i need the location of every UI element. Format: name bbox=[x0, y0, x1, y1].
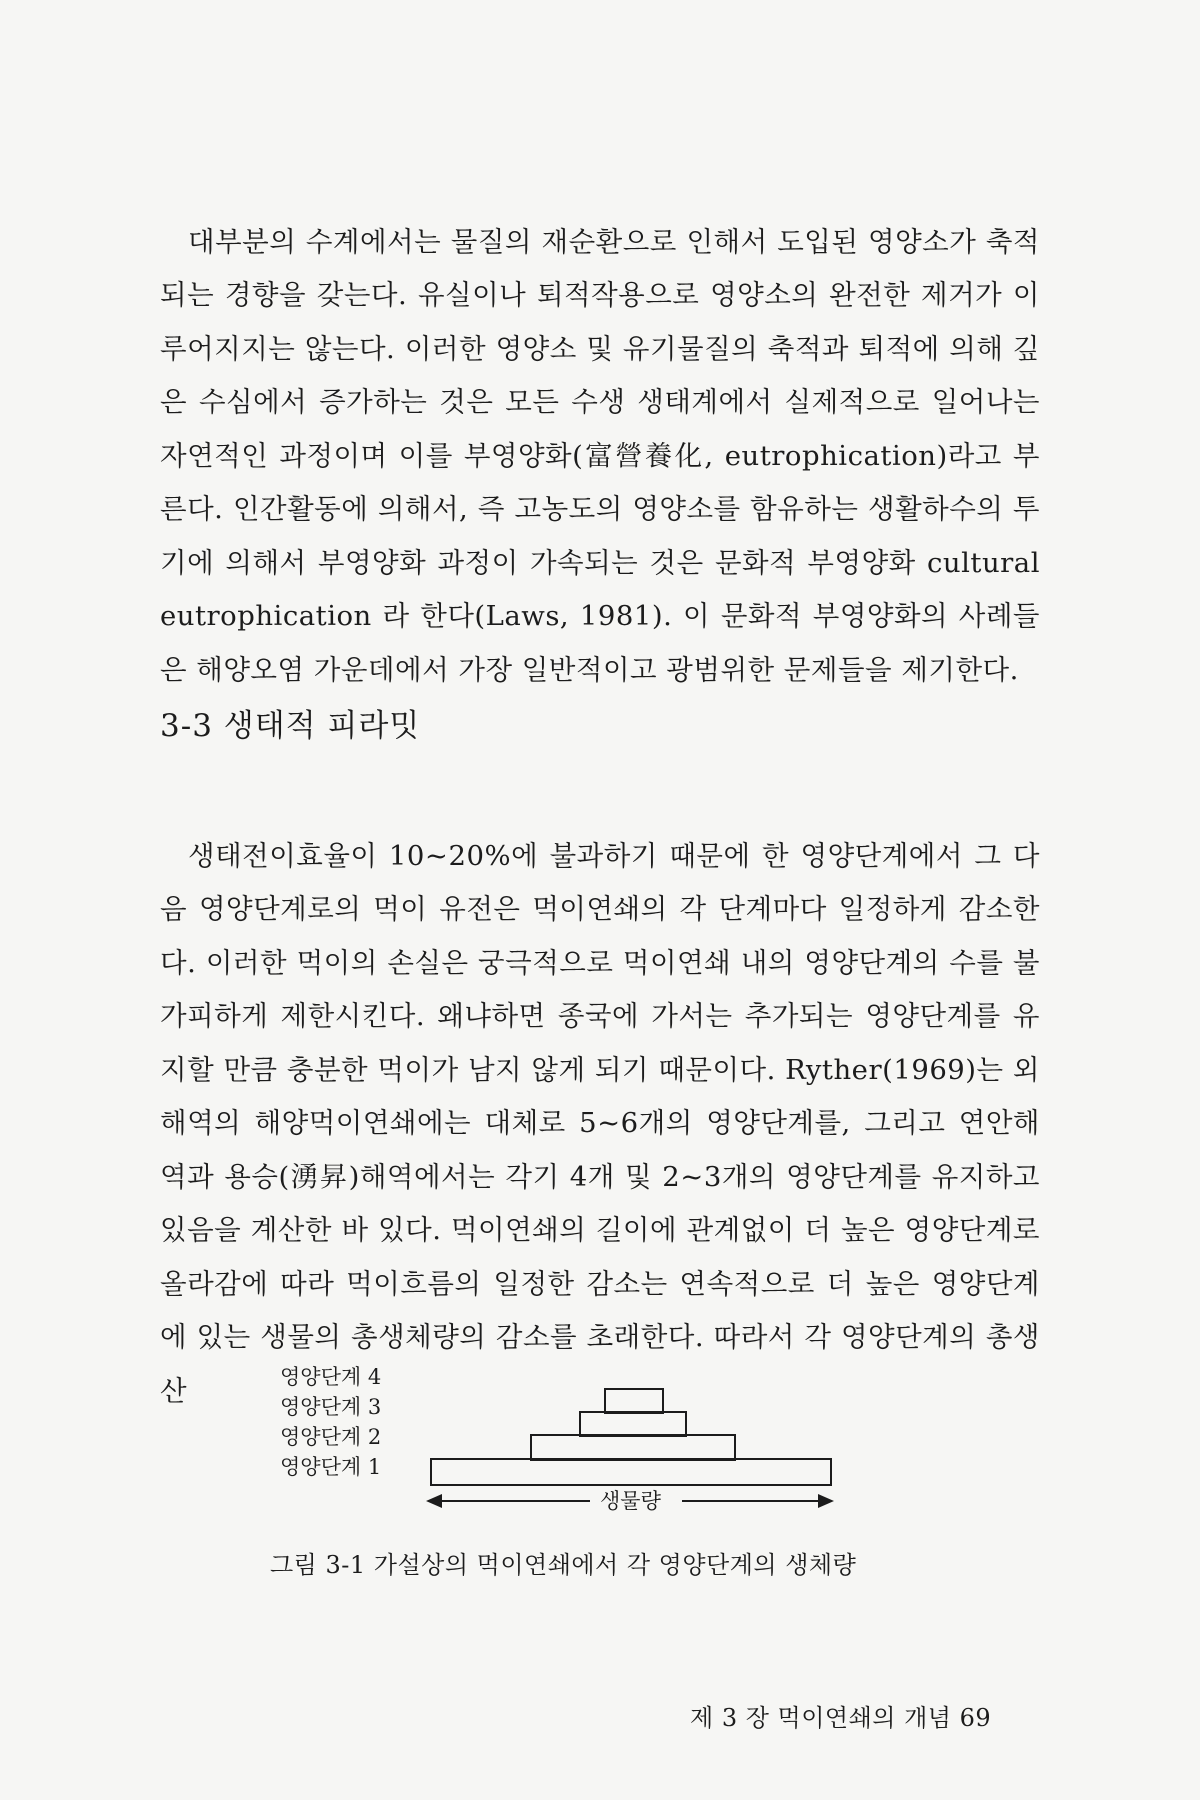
section-heading: 3-3 생태적 피라밋 bbox=[160, 708, 421, 744]
paragraph-eutrophication: 대부분의 수계에서는 물질의 재순환으로 인해서 도입된 영양소가 축적되는 경향을 갖는다. 유실이나 퇴적작용으로 영양소의 완전한 제거가 이루어지지는 않는다. 이러한 영양소 및 유기물질의 축적과 퇴적에 의해 깊은 수심에서 증가하는 것은 모든 수생 생태계에서 실제적으로 일어나는 자연적인 과정이며 이를 부영양화(富營養化, eutrophication)라고 부른다. 인간활동에 의해서, 즉 고농도의 영양소를 함유하는 생활하수의 투기에 의해서 부영양화 과정이 가속되는 것은 문화적 부영양화 cultural eutrophication 라 한다(Laws, 1981). 이 문화적 부영양화의 사례들은 해양오염 가운데에서 가장 일반적이고 광범위한 문제들을 제기한다. bbox=[160, 225, 1041, 686]
trophic-level-4-label: 영양단계 4 bbox=[280, 1365, 382, 1389]
page-footer: 제 3 장 먹이연쇄의 개념 69 bbox=[690, 1704, 992, 1732]
figure-caption: 그림 3-1 가설상의 먹이연쇄에서 각 영양단계의 생체량 bbox=[270, 1551, 857, 1579]
trophic-level-3-bar bbox=[579, 1411, 687, 1437]
trophic-level-4-bar bbox=[604, 1388, 664, 1414]
trophic-level-1-bar bbox=[430, 1458, 832, 1486]
trophic-level-3-label: 영양단계 3 bbox=[280, 1395, 382, 1419]
axis-line-left bbox=[430, 1500, 590, 1502]
axis-line-right bbox=[682, 1500, 830, 1502]
paragraph-ecological-pyramid: 생태전이효율이 10~20%에 불과하기 때문에 한 영양단계에서 그 다음 영양단계로의 먹이 유전은 먹이연쇄의 각 단계마다 일정하게 감소한다. 이러한 먹이의 손실은 궁극적으로 먹이연쇄 내의 영양단계의 수를 불가피하게 제한시킨다. 왜냐하면 종국에 가서는 추가되는 영양단계를 유지할 만큼 충분한 먹이가 남지 않게 되기 때문이다. Ryther(1969)는 외해역의 해양먹이연쇄에는 대체로 5~6개의 영양단계를, 그리고 연안해역과 용승(湧昇)해역에서는 각기 4개 및 2~3개의 영양단계를 유지하고 있음을 계산한 바 있다. 먹이연쇄의 길이에 관계없이 더 높은 영양단계로 올라감에 따라 먹이흐름의 일정한 감소는 연속적으로 더 높은 영양단계에 있는 생물의 총생체량의 감소를 초래한다. 따라서 각 영양단계의 총생산 bbox=[160, 839, 1041, 1407]
trophic-level-2-bar bbox=[530, 1434, 736, 1461]
arrow-right-icon bbox=[818, 1494, 834, 1508]
figure-biomass-pyramid bbox=[250, 1350, 950, 1600]
trophic-level-1-label: 영양단계 1 bbox=[280, 1455, 382, 1479]
trophic-level-2-label: 영양단계 2 bbox=[280, 1425, 382, 1449]
biomass-axis-label: 생물량 bbox=[600, 1489, 661, 1513]
